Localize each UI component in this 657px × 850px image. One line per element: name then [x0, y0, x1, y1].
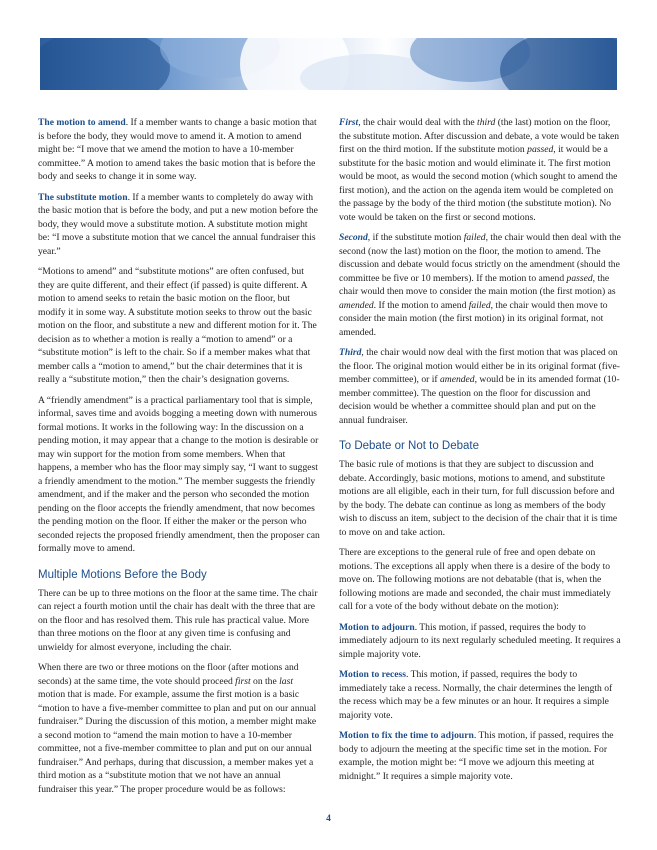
substitute-paragraph — [38, 191, 320, 259]
multiple-motions-heading: Multiple Motions Before the Body — [38, 568, 207, 581]
text-run: . If the motion to amend — [373, 299, 469, 311]
substitute-lead: The substitute motion — [38, 191, 128, 203]
multiple-motions-paragraph-1: There can be up to three motions on the floor at the same time. The chair can reject a fourth motion until the chair has dealt with the three that are on the floor and has resolved them. This rule has practical value. More than three motions on the floor at any given time is confusing and unwieldy for almost everyone, including the chair. — [38, 587, 318, 653]
debate-paragraph-2: There are exceptions to the general rule of free and open debate on motions. The exceptions all apply when there is a desire of the body to move on. The following motions are not debatable (that is, when the following motions are made and seconded, the chair must immediately call for a vote of the body without debate on the motion): — [339, 547, 611, 612]
third-step-paragraph — [339, 346, 621, 427]
emphasis: passed — [527, 144, 554, 155]
page-number: 4 — [326, 814, 331, 824]
emphasis: amended — [339, 299, 374, 311]
text-run: , the chair would deal with the — [358, 117, 478, 128]
emphasis: third — [477, 117, 496, 128]
banner-graphic — [40, 38, 617, 90]
first-step-paragraph — [339, 116, 621, 224]
text-run: , if the substitute motion — [367, 232, 464, 243]
fix-time-lead: Motion to fix the time to adjourn — [339, 730, 474, 741]
adjourn-text: . This motion, if passed, requires the body to immediately adjourn to its next regularly scheduled meeting. It requires a simple majority vote. — [339, 621, 621, 660]
friendly-amendment-paragraph: A “friendly amendment” is a practical parliamentary tool that is simple, informal, saves time and avoids bogging a meeting down with numerous formal motions. It works in the following way: In the discussion on a pending motion, it may appear that a change to the motion is desirable or may win support for the motion from some members. When that happens, a member who has the floor may simply say, “I want to suggest a friendly amendment to the motion.” The member suggests the friendly amendment, and if the maker and the person who seconded the motion pending on the floor accepts the friendly amendment, that now becomes the pending motion on the floor. If either the maker or the person who seconded rejects the proposed friendly amendment, then the proposer can formally move to amend. — [38, 394, 320, 554]
amend-text: . If a member wants to change a basic motion that is before the body, they would move to amend it. A motion to amend might be: “I move that we amend the motion to have a 10-member committee.” A motion to amend takes the basic motion that is before the body and seeks to change it in some way. — [38, 117, 317, 182]
recess-text: . This motion, if passed, requires the body to immediately take a recess. Normally, the chair determines the length of the recess which may be a few minutes or an hour. It requires a simple majority vote. — [339, 669, 613, 721]
recess-lead: Motion to recess — [339, 669, 406, 680]
text-run: , it would be a substitute for the basic motion and would eliminate it. The first motion would be moot, as would the second motion (which sought to amend the first motion), and the action on the agenda item would be completed on the passage by the body of the third motion (the substitute motion). No vote would be taken on the first or second motions. — [339, 144, 618, 223]
text-run: , would be in its amended format (10-member committee). The question on the floor for discussion and decision would be whether a committee should plan and put on the annual fundraiser. — [339, 374, 620, 426]
text-run: on the — [250, 675, 280, 687]
second-lead: Second — [339, 232, 368, 243]
multiple-motions-paragraph-2 — [38, 661, 320, 796]
recess-paragraph — [339, 668, 621, 722]
text-run: , the chair would then move to consider the main motion (the first motion) in its original format, not amended. — [339, 299, 608, 338]
emphasis: failed — [463, 232, 486, 243]
emphasis: last — [279, 675, 294, 687]
substitute-text: . If a member wants to completely do away with the basic motion that is before the body, and put a new motion before the body, they would move a substitute motion. A substitute motion might be: “I move a substitute motion that we cancel the annual fundraiser this year.” — [38, 191, 318, 257]
adjourn-paragraph — [339, 621, 621, 662]
text-run: When there are two or three motions on the floor (after motions and seconds) at the same time, the vote should proceed — [38, 662, 299, 687]
text-run: motion that is made. For example, assume the first motion is a basic “motion to have a five-member committee to plan and put on our annual fundraiser.” During the discussion of this motion, a member might make a second motion to “amend the main motion to have a 10-member committee, not a five-member committee to plan and put on our annual fundraiser.” And perhaps, during that discussion, a member makes yet a third motion as a “substitute motion that we not have an annual fundraiser this year.” The proper procedure would be as follows: — [38, 689, 317, 795]
amend-lead: The motion to amend — [38, 117, 126, 128]
third-lead: Third — [339, 347, 362, 358]
text-run: (the last) motion on the floor, the substitute motion. After discussion and debate, a vote would be taken first on the third motion. If the substitute motion — [339, 117, 620, 155]
fix-time-paragraph — [339, 729, 621, 783]
left-column — [38, 116, 320, 803]
debate-heading: To Debate or Not to Debate — [339, 440, 479, 452]
header-banner-image — [40, 38, 617, 90]
right-column — [339, 116, 621, 790]
emphasis: passed — [566, 272, 593, 284]
second-step-paragraph — [339, 231, 621, 339]
confused-paragraph: “Motions to amend” and “substitute motions” are often confused, but they are quite different, and their effect (if passed) is quite different. A motion to amend seeks to retain the basic motion on the floor, but modify it in some way. A substitute motion seeks to throw out the basic motion on the floor, and substitute a new and different motion for it. The decision as to whether a motion is really a “motion to amend” or a “substitute motion” is left to the chair. So if a member makes what that member calls a “motion to amend,” but the chair determines that it is really a “substitute motion,” then the chair’s designation governs. — [38, 266, 317, 385]
fix-time-text: . This motion, if passed, requires the body to adjourn the meeting at the specific time set in the motion. For example, the motion might be: “I move we adjourn this meeting at midnight.” It requires a simple majority vote. — [339, 730, 614, 782]
emphasis: failed — [468, 299, 491, 311]
emphasis: first — [235, 675, 251, 687]
text-run: , the chair would then move to consider the main motion (the first motion) as — [339, 272, 616, 297]
emphasis: amended — [439, 374, 475, 385]
adjourn-lead: Motion to adjourn — [339, 621, 415, 633]
first-lead: First — [339, 117, 359, 128]
text-run: , the chair would then deal with the second (now the last) motion on the floor, the motion to amend. The discussion and debate would focus strictly on the amendment (should the committee be five or 10 members). If the motion to amend — [339, 232, 621, 284]
text-run: , the chair would now deal with the first motion that was placed on the floor. The original motion would either be in its original format (five-member committee), or if — [339, 347, 620, 385]
debate-paragraph-1: The basic rule of motions is that they are subject to discussion and debate. Accordingly, basic motions, motions to amend, and substitute motions are all eligible, each in their turn, for full discussion before and by the body. The debate can continue as long as members of the body wish to discuss an item, subject to the decision of the chair that it is time to move on and take action. — [339, 459, 618, 538]
amend-paragraph — [38, 116, 320, 184]
